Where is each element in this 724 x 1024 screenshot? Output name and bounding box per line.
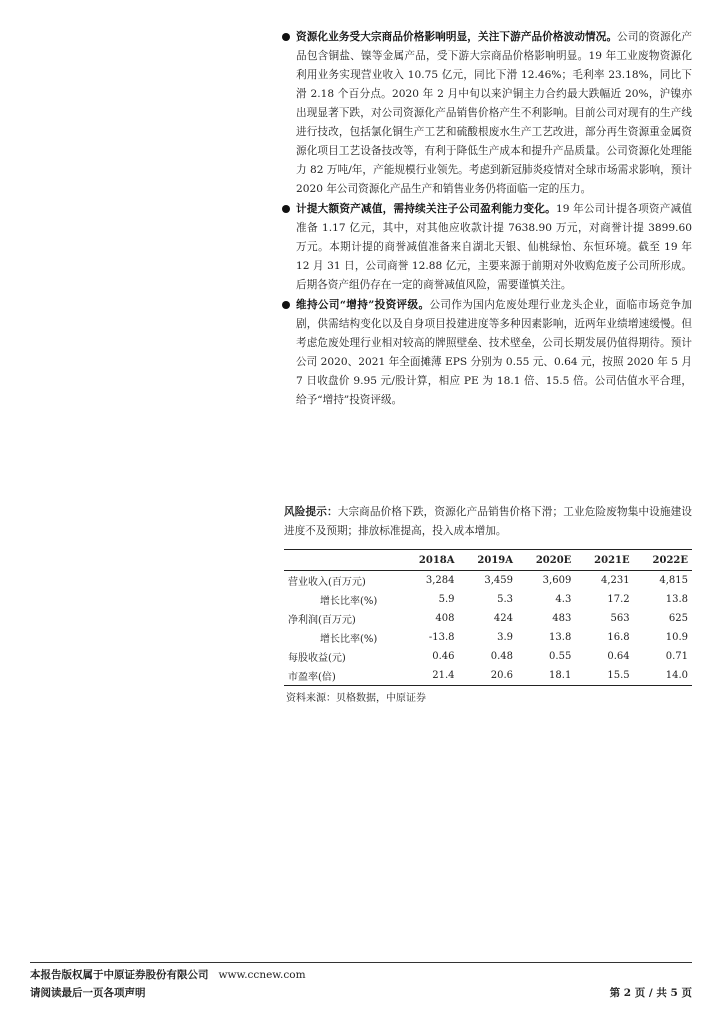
table-cell: 14.0 xyxy=(634,666,692,686)
table-header-cell: 2021E xyxy=(575,550,633,571)
financial-forecast-table xyxy=(284,549,692,686)
bullet-rating xyxy=(284,296,692,410)
page-number: 第 2 页 / 共 5 页 xyxy=(609,987,692,999)
row-label: 增长比率(%) xyxy=(320,596,378,607)
table-cell: 3,284 xyxy=(425,575,455,586)
row-label: 营业收入(百万元) xyxy=(288,577,366,588)
table-cell: 0.46 xyxy=(432,651,455,662)
table-header-cell: 2022E xyxy=(634,550,692,571)
table-cell: 13.8 xyxy=(665,594,688,605)
bullet-title: 计提大额资产减值，需持续关注子公司盈利能力变化。 xyxy=(296,203,556,215)
risk-text: 大宗商品价格下跌，资源化产品销售价格下滑；工业危险废物集中设施建设进度不及预期；排放标准提高，投入成本增加。 xyxy=(284,506,692,537)
copyright-text: 本报告版权属于中原证券股份有限公司 xyxy=(30,969,209,981)
table-cell: 4,815 xyxy=(659,575,688,586)
table-cell: 424 xyxy=(493,613,513,624)
table-cell: 15.5 xyxy=(575,666,633,686)
table-cell: 563 xyxy=(610,613,630,624)
table-cell: 20.6 xyxy=(459,666,518,686)
row-label: 增长比率(%) xyxy=(320,634,378,645)
risk-warning xyxy=(284,503,692,541)
table-header-cell xyxy=(284,550,400,571)
table-cell: 4.3 xyxy=(555,594,572,605)
table-cell: 483 xyxy=(552,613,572,624)
table-cell: 3,609 xyxy=(542,575,572,586)
table-header-cell: 2018A xyxy=(400,550,459,571)
table-cell: 13.8 xyxy=(549,632,572,643)
bullet-resource-business xyxy=(284,28,692,199)
table-cell: 0.55 xyxy=(549,651,572,662)
risk-label: 风险提示： xyxy=(284,506,338,518)
report-body xyxy=(284,28,692,411)
table-cell: 4,231 xyxy=(600,575,630,586)
row-label: 净利润(百万元) xyxy=(288,615,356,626)
website-link[interactable]: www.ccnew.com xyxy=(218,969,306,981)
table-cell: 408 xyxy=(435,613,455,624)
footer-divider xyxy=(30,962,692,963)
table-cell: 3,459 xyxy=(484,575,513,586)
bullet-body: 19 年公司计提各项资产减值准备 1.17 亿元，其中，对其他应收款计提 7638.90 万元，对商誉计提 3899.60 万元。本期计提的商誉减值准备来自湖北天银、仙桃绿怡、东恒环境。截至 19 年 12 月 31 日，公司商誉 12.88 亿元，主要来源于前期对外收购危废子公司所形成。后期各资产组仍存在一定的商誉减值风险，需要谨慎关注。 xyxy=(296,203,692,291)
table-cell: 625 xyxy=(668,613,688,624)
bullet-body: 公司的资源化产品包含铜盐、镍等金属产品，受下游大宗商品价格影响明显。19 年工业废物资源化利用业务实现营业收入 10.75 亿元，同比下滑 12.46%；毛利率 23.18%，同比下滑 2.18 个百分点。2020 年 2 月中旬以来沪铜主力合约最大跌幅近 20%，沪镍亦出现显著下跌，对公司资源化产品销售价格产生不利影响。目前公司对现有的生产线进行技改，包括氯化铜生产工艺和硫酸根废水生产工艺改进，部分再生资源重金属资源化项目工艺设备技改等，有利于降低生产成本和提升产品质量。公司资源化处理能力 82 万吨/年，产能规模行业领先。考虑到新冠肺炎疫情对全球市场需求影响，预计 2020 年公司资源化产品生产和销售业务仍将面临一定的压力。 xyxy=(296,31,692,195)
table-row xyxy=(284,628,692,647)
row-label: 市盈率(倍) xyxy=(284,666,400,686)
table-cell: 18.1 xyxy=(517,666,575,686)
table-cell: 0.64 xyxy=(607,651,630,662)
table-cell: 5.3 xyxy=(497,594,513,605)
table-header-row xyxy=(284,550,692,571)
table-row xyxy=(284,666,692,686)
table-cell: -13.8 xyxy=(428,632,455,643)
table-row xyxy=(284,609,692,628)
table-header-cell: 2020E xyxy=(517,550,575,571)
row-label: 每股收益(元) xyxy=(288,653,346,664)
table-source: 资料来源：贝格数据，中原证券 xyxy=(286,693,426,704)
table-cell: 21.4 xyxy=(400,666,459,686)
footer-disclaimer: 请阅读最后一页各项声明 xyxy=(30,987,146,999)
bullet-body: 公司作为国内危废处理行业龙头企业，面临市场竞争加剧，供需结构变化以及自身项目投建进度等多种因素影响，近两年业绩增速缓慢。但考虑危废处理行业相对较高的牌照壁垒、技术壁垒，公司长期发展仍值得期待。预计公司 2020、2021 年全面摊薄 EPS 分别为 0.55 元、0.64 元，按照 2020 年 5 月 7 日收盘价 9.95 元/股计算，相应 PE 为 18.1 倍、15.5 倍。公司估值水平合理，给予“增持”投资评级。 xyxy=(296,299,693,406)
table-cell: 3.9 xyxy=(497,632,513,643)
bullet-dot-icon xyxy=(282,33,290,41)
table-cell: 0.71 xyxy=(665,651,688,662)
table-row xyxy=(284,647,692,666)
bullet-dot-icon xyxy=(282,205,290,213)
table-cell: 17.2 xyxy=(607,594,630,605)
table-cell: 0.48 xyxy=(490,651,513,662)
table-header-cell: 2019A xyxy=(459,550,518,571)
table-cell: 16.8 xyxy=(607,632,630,643)
footer-copyright xyxy=(30,967,306,982)
table-cell: 10.9 xyxy=(665,632,688,643)
table-row xyxy=(284,590,692,609)
bullet-title: 资源化业务受大宗商品价格影响明显，关注下游产品价格波动情况。 xyxy=(296,31,618,43)
bullet-dot-icon xyxy=(282,301,290,309)
bullet-title: 维持公司“增持”投资评级。 xyxy=(296,299,430,311)
bullet-asset-impairment xyxy=(284,200,692,295)
table-cell: 5.9 xyxy=(438,594,455,605)
table-row xyxy=(284,571,692,591)
